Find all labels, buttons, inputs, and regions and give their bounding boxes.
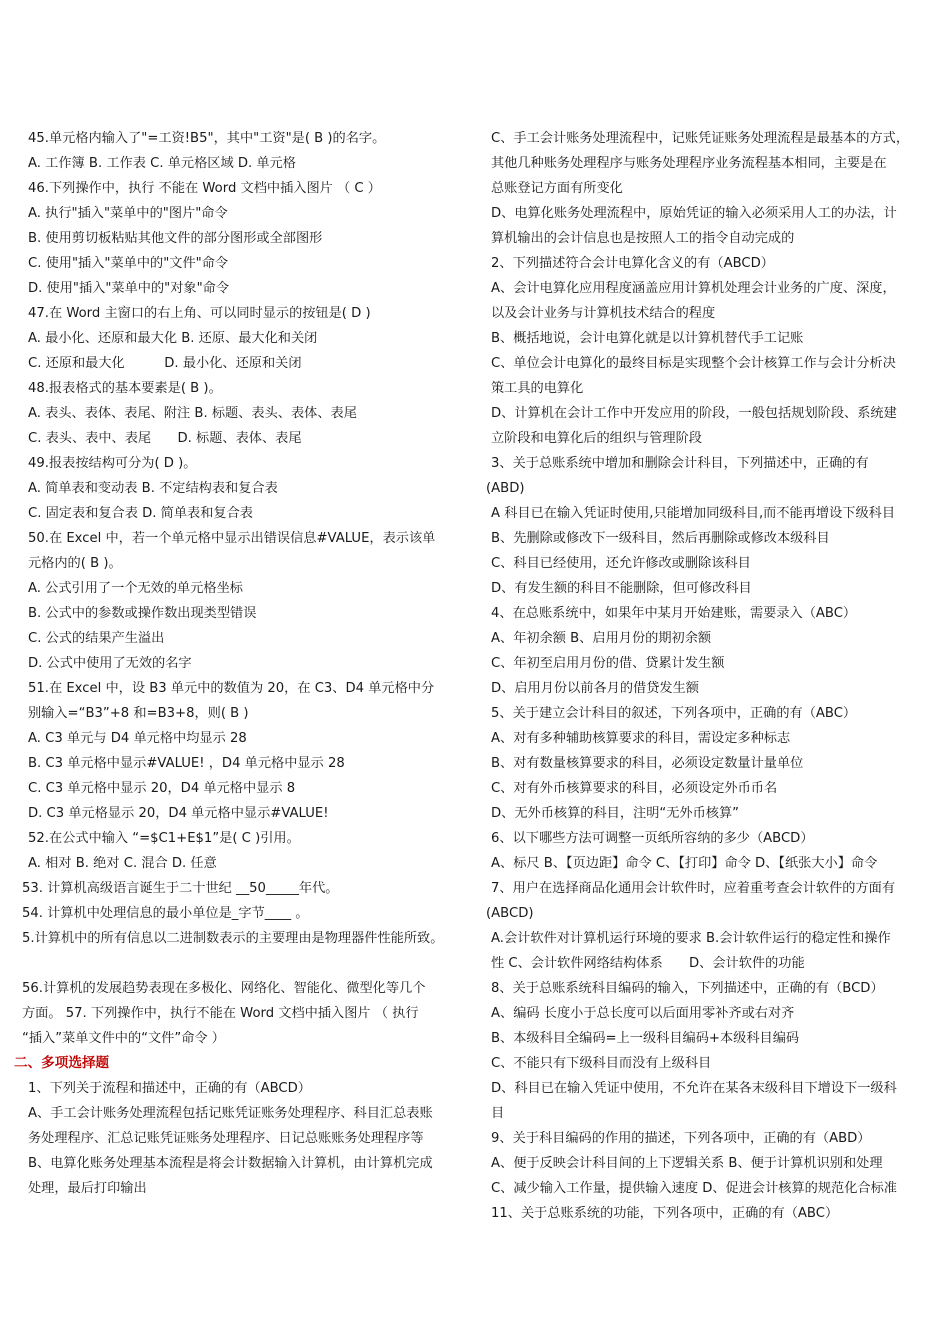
text-line: 立阶段和电算化后的组织与管理阶段 <box>491 431 702 446</box>
text-line: A.会计软件对计算机运行环境的要求 B.会计软件运行的稳定性和操作 <box>491 931 891 946</box>
text-line: C. 使用"插入"菜单中的"文件"命令 <box>28 256 229 271</box>
text-line: 目 <box>491 1106 505 1121</box>
text-line: “插入”菜单文件中的“文件”命令 ） <box>22 1031 225 1046</box>
text-line: D、无外币核算的科目，注明“无外币核算” <box>491 806 740 821</box>
text-line: (ABCD) <box>486 906 534 921</box>
text-line: 51.在 Excel 中，设 B3 单元中的数值为 20，在 C3、D4 单元格中分 <box>28 681 435 696</box>
text-line: 其他几种账务处理程序与账务处理程序业务流程基本相同，主要是在 <box>491 156 887 171</box>
text-line: A. C3 单元与 D4 单元格中均显示 28 <box>28 731 247 746</box>
text-line: A、手工会计账务处理流程包括记账凭证账务处理程序、科目汇总表账 <box>28 1106 433 1121</box>
text-line: B. C3 单元格中显示#VALUE! ，D4 单元格中显示 28 <box>28 756 345 771</box>
text-line: A. 简单表和变动表 B. 不定结构表和复合表 <box>28 481 278 496</box>
text-line: 54. 计算机中处理信息的最小单位是_字节____ 。 <box>22 906 309 921</box>
text-line <box>14 951 478 976</box>
text-line: A、编码 长度小于总长度可以后面用零补齐或右对齐 <box>491 1006 795 1021</box>
text-line: 以及会计业务与计算机技术结合的程度 <box>491 306 716 321</box>
text-line: B、电算化账务处理基本流程是将会计数据输入计算机，由计算机完成 <box>28 1156 433 1171</box>
text-line: 策工具的电算化 <box>491 381 584 396</box>
text-line: D、电算化账务处理流程中，原始凭证的输入必须采用人工的办法，计 <box>491 206 897 221</box>
text-line: 元格内的( B )。 <box>28 556 122 571</box>
text-line: A. 公式引用了一个无效的单元格坐标 <box>28 581 243 596</box>
text-line: 性 C、会计软件网络结构体系 D、会计软件的功能 <box>491 956 805 971</box>
text-line: A、年初余额 B、启用月份的期初余额 <box>491 631 712 646</box>
text-line: 处理，最后打印输出 <box>28 1181 147 1196</box>
text-line: A. 最小化、还原和最大化 B. 还原、最大化和关闭 <box>28 331 318 346</box>
text-line: A 科目已在输入凭证时使用,只能增加同级科目,而不能再增设下级科目 <box>491 506 896 521</box>
text-line: B. 公式中的参数或操作数出现类型错误 <box>28 606 257 621</box>
text-line: 1、下列关于流程和描述中，正确的有（ABCD） <box>28 1081 311 1096</box>
text-line: D. C3 单元格显示 20，D4 单元格中显示#VALUE! <box>28 806 329 821</box>
text-line: C、减少输入工作量，提供输入速度 D、促进会计核算的规范化合标准 <box>491 1181 897 1196</box>
text-line: C. C3 单元格中显示 20，D4 单元格中显示 8 <box>28 781 296 796</box>
text-line: C、单位会计电算化的最终目标是实现整个会计核算工作与会计分析决 <box>491 356 896 371</box>
text-line: C、手工会计账务处理流程中，记账凭证账务处理流程是最基本的方式， <box>491 131 910 146</box>
text-line: C. 还原和最大化 D. 最小化、还原和关闭 <box>28 356 302 371</box>
text-line: D、计算机在会计工作中开发应用的阶段，一般包括规划阶段、系统建 <box>491 406 897 421</box>
text-line: A、标尺 B、【页边距】命令 C、【打印】命令 D、【纸张大小】命令 <box>491 856 878 871</box>
text-line: 3、关于总账系统中增加和删除会计科目，下列描述中，正确的有 <box>491 456 869 471</box>
text-line: 45.单元格内输入了"=工资!B5"，其中"工资"是( B )的名字。 <box>28 131 386 146</box>
text-line: 别输入=“B3”+8 和=B3+8，则( B ) <box>28 706 249 721</box>
text-line: 5.计算机中的所有信息以二进制数表示的主要理由是物理器件性能所致。 <box>22 931 444 946</box>
text-line: 算机输出的会计信息也是按照人工的指令自动完成的 <box>491 231 795 246</box>
text-line: D. 公式中使用了无效的名字 <box>28 656 192 671</box>
text-line: 8、关于总账系统科目编码的输入，下列描述中，正确的有（BCD） <box>491 981 884 996</box>
text-line: A. 执行"插入"菜单中的"图片"命令 <box>28 206 228 221</box>
text-line: B、概括地说，会计电算化就是以计算机替代手工记账 <box>491 331 804 346</box>
text-line: C、年初至启用月份的借、贷累计发生额 <box>491 656 725 671</box>
text-line: 5、关于建立会计科目的叙述，下列各项中，正确的有（ABC） <box>491 706 857 721</box>
left-column <box>14 126 478 1201</box>
text-line: C、科目已经使用，还允许修改或删除该科目 <box>491 556 751 571</box>
text-line: B. 使用剪切板粘贴其他文件的部分图形或全部图形 <box>28 231 323 246</box>
text-line: 4、在总账系统中，如果年中某月开始建账，需要录入（ABC） <box>491 606 857 621</box>
text-line: C. 固定表和复合表 D. 简单表和复合表 <box>28 506 253 521</box>
text-line: C、不能只有下级科目而没有上级科目 <box>491 1056 712 1071</box>
text-line: C. 表头、表中、表尾 D. 标题、表体、表尾 <box>28 431 302 446</box>
text-line: C. 公式的结果产生溢出 <box>28 631 165 646</box>
text-line: 务处理程序、汇总记账凭证账务处理程序、日记总账账务处理程序等 <box>28 1131 424 1146</box>
text-line: 48.报表格式的基本要素是( B )。 <box>28 381 222 396</box>
text-line: 7、用户在选择商品化通用会计软件时，应着重考查会计软件的方面有 <box>491 881 896 896</box>
text-line: 6、以下哪些方法可调整一页纸所容纳的多少（ABCD） <box>491 831 814 846</box>
text-line: 总账登记方面有所变化 <box>491 181 623 196</box>
text-line: 56.计算机的发展趋势表现在多极化、网络化、智能化、微型化等几个 <box>22 981 426 996</box>
text-line: A. 表头、表体、表尾、附注 B. 标题、表头、表体、表尾 <box>28 406 357 421</box>
text-line: 47.在 Word 主窗口的右上角、可以同时显示的按钮是( D ) <box>28 306 371 321</box>
text-line: B、本级科目全编码=上一级科目编码+本级科目编码 <box>491 1031 800 1046</box>
text-line: D、有发生额的科目不能删除，但可修改科目 <box>491 581 752 596</box>
text-line: A. 工作簿 B. 工作表 C. 单元格区域 D. 单元格 <box>28 156 296 171</box>
section-heading: 二、多项选择题 <box>14 1055 110 1071</box>
text-line: D、启用月份以前各月的借贷发生额 <box>491 681 699 696</box>
text-line: D. 使用"插入"菜单中的"对象"命令 <box>28 281 230 296</box>
right-column <box>486 126 938 1226</box>
text-line: B、先删除或修改下一级科目，然后再删除或修改本级科目 <box>491 531 830 546</box>
text-line: (ABD) <box>486 481 525 496</box>
text-line: B、对有数量核算要求的科目，必须设定数量计量单位 <box>491 756 804 771</box>
text-line: 50.在 Excel 中，若一个单元格中显示出错误信息#VALUE，表示该单 <box>28 531 436 546</box>
text-line: D、科目已在输入凭证中使用，不允许在某各末级科目下增设下一级科 <box>491 1081 897 1096</box>
text-line: A、对有多种辅助核算要求的科目，需设定多种标志 <box>491 731 791 746</box>
text-line: C、对有外币核算要求的科目，必须设定外币币名 <box>491 781 778 796</box>
text-line: A、便于反映会计科目间的上下逻辑关系 B、便于计算机识别和处理 <box>491 1156 883 1171</box>
text-line: A、会计电算化应用程度涵盖应用计算机处理会计业务的广度、深度， <box>491 281 896 296</box>
text-line: A. 相对 B. 绝对 C. 混合 D. 任意 <box>28 856 217 871</box>
text-line: 11、关于总账系统的功能，下列各项中，正确的有（ABC） <box>491 1206 839 1221</box>
text-line: 9、关于科目编码的作用的描述，下列各项中，正确的有（ABD） <box>491 1131 871 1146</box>
text-line: 53. 计算机高级语言诞生于二十世纪 __50_____年代。 <box>22 881 339 896</box>
text-line: 46.下列操作中，执行 不能在 Word 文档中插入图片 （ C ） <box>28 181 381 196</box>
text-line: 2、下列描述符合会计电算化含义的有（ABCD） <box>491 256 774 271</box>
text-line: 52.在公式中输入 “=$C1+E$1”是( C )引用。 <box>28 831 300 846</box>
text-line: 49.报表按结构可分为( D )。 <box>28 456 197 471</box>
text-line: 方面。 57. 下列操作中，执行不能在 Word 文档中插入图片 （ 执行 <box>22 1006 419 1021</box>
